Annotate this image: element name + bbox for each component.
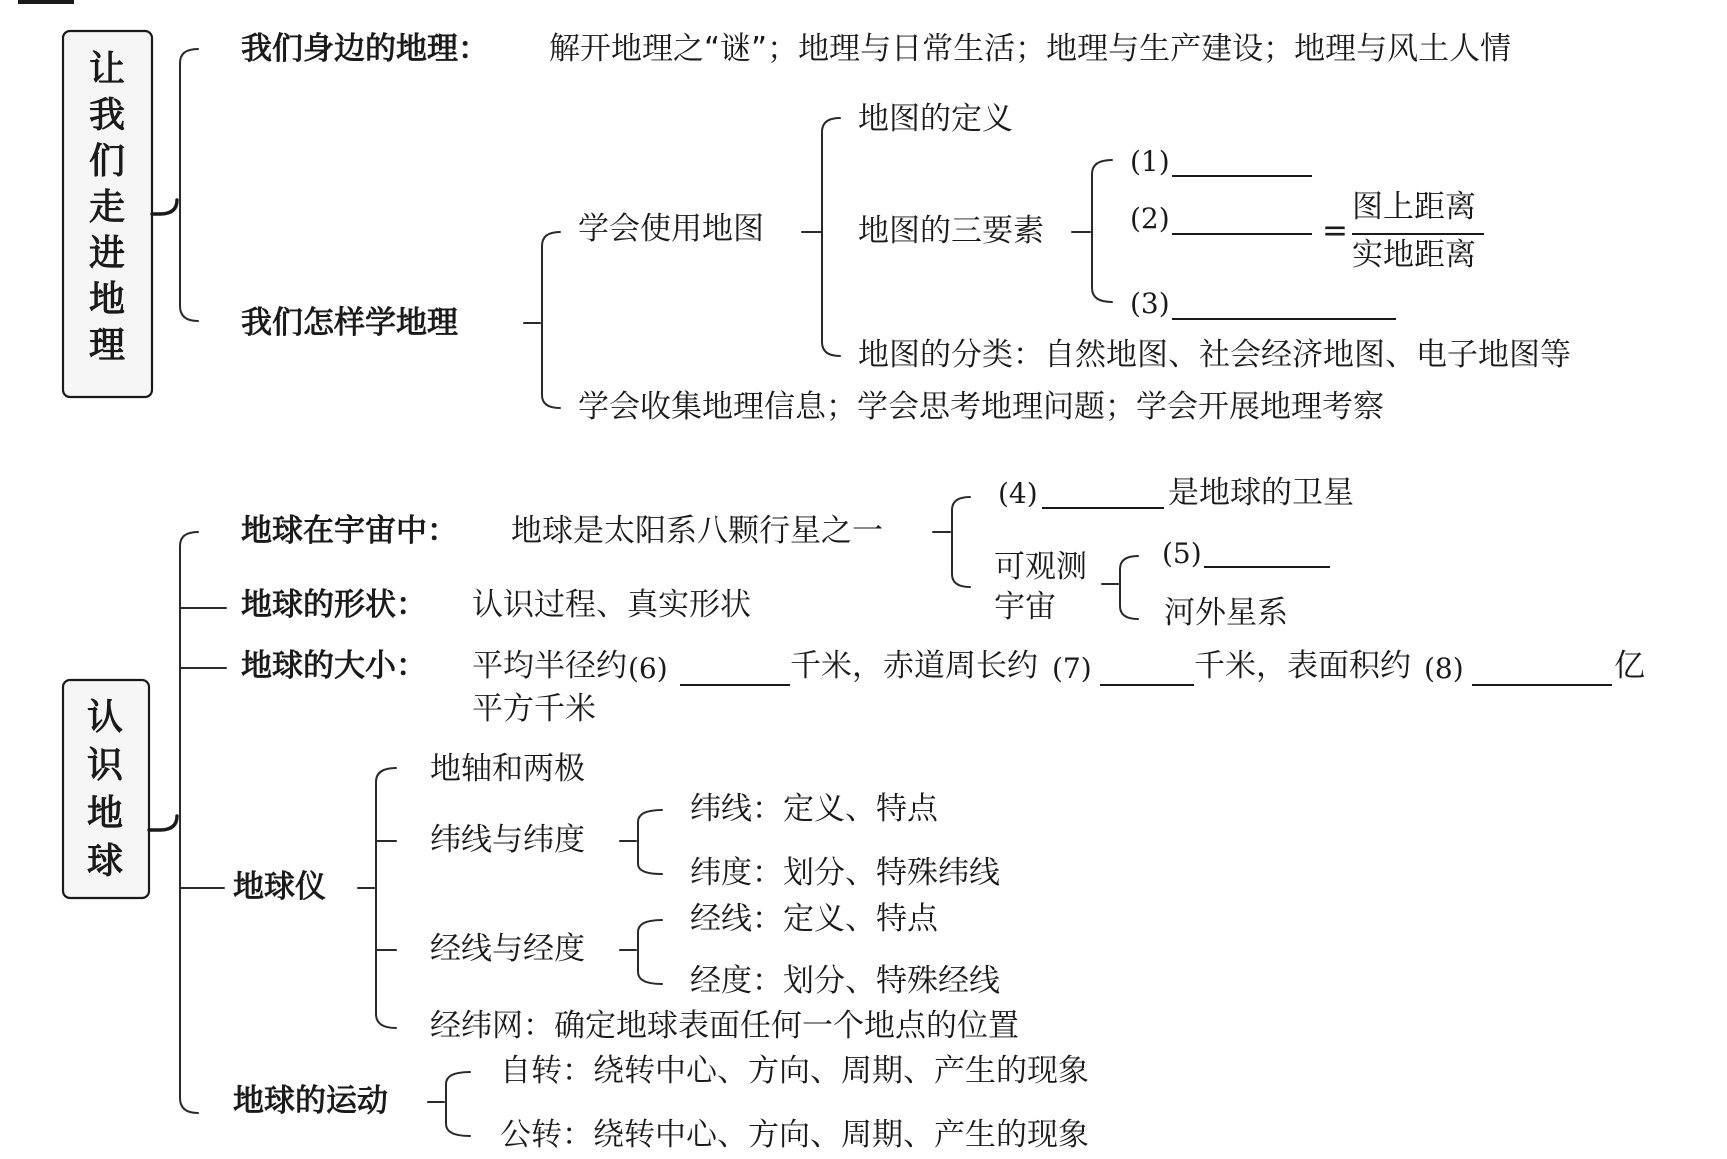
node-map-elements: 地图的三要素 — [858, 213, 1044, 249]
branch-everyday-geography-content: 解开地理之“谜”；地理与日常生活；地理与生产建设；地理与风土人情 — [549, 31, 1512, 67]
bracket-longitude — [638, 920, 662, 984]
node-moon: 是地球的卫星 — [1168, 475, 1354, 511]
bracket-stub-s2 — [149, 816, 177, 830]
equals-sign: = — [1322, 213, 1348, 249]
size-text-2: 千米，赤道周长约 — [790, 648, 1038, 684]
bracket-motion — [446, 1072, 470, 1136]
branch-universe-content: 地球是太阳系八颗行星之一 — [511, 513, 883, 549]
branch-shape-heading: 地球的形状： — [241, 587, 427, 623]
blank-label-5: (5) — [1162, 537, 1202, 570]
size-text-1: 平均半径约 — [472, 648, 627, 684]
node-grid: 经纬网：确定地球表面任何一个地点的位置 — [430, 1008, 1019, 1044]
bracket-universe — [952, 497, 970, 587]
bracket-s1 — [180, 49, 198, 321]
blank-label-6: (6) — [628, 652, 668, 685]
fraction-denominator: 实地距离 — [1352, 237, 1476, 273]
title-char: 们 — [88, 141, 125, 182]
blank-label-7: (7) — [1052, 652, 1092, 685]
node-latitude: 纬度：划分、特殊纬线 — [690, 855, 1000, 891]
blank-label-1: (1) — [1130, 145, 1170, 178]
node-longitude-line: 经线：定义、特点 — [690, 901, 938, 937]
title-char: 我 — [88, 95, 125, 136]
node-longitude: 经度：划分、特殊经线 — [690, 963, 1000, 999]
node-map-definition: 地图的定义 — [858, 101, 1013, 137]
branch-how-to-learn-heading: 我们怎样学地理 — [241, 305, 458, 341]
bracket-observable — [1120, 556, 1138, 619]
bracket-s2 — [180, 532, 198, 1113]
node-observable-line1: 可观测 — [994, 549, 1087, 585]
size-text-4: 亿 — [1614, 648, 1645, 684]
node-use-map: 学会使用地图 — [578, 211, 764, 247]
title-char: 识 — [86, 745, 123, 786]
title-char: 走 — [88, 187, 125, 228]
branch-shape-content: 认识过程、真实形状 — [472, 587, 751, 623]
node-revolution: 公转：绕转中心、方向、周期、产生的现象 — [500, 1117, 1089, 1153]
branch-everyday-geography-heading: 我们身边的地理： — [241, 31, 489, 67]
bracket-learn — [542, 232, 560, 408]
branch-motion-heading: 地球的运动 — [233, 1083, 388, 1119]
node-axis: 地轴和两极 — [430, 751, 585, 787]
title-char: 进 — [88, 233, 125, 274]
bracket-use-map — [822, 118, 840, 356]
bracket-elements — [1092, 160, 1112, 302]
branch-size-heading: 地球的大小： — [241, 648, 427, 684]
fraction-numerator: 图上距离 — [1352, 189, 1476, 225]
bracket-stub-s1 — [152, 200, 177, 214]
title-char: 地 — [86, 793, 123, 834]
blank-label-2: (2) — [1130, 202, 1170, 235]
size-text-3: 千米，表面积约 — [1194, 648, 1411, 684]
branch-universe-heading: 地球在宇宙中： — [241, 513, 458, 549]
blank-label-4: (4) — [998, 477, 1038, 510]
node-map-types: 地图的分类：自然地图、社会经济地图、电子地图等 — [858, 337, 1571, 373]
branch-globe-heading: 地球仪 — [233, 869, 326, 905]
title-char: 地 — [88, 279, 125, 320]
size-text-5: 平方千米 — [472, 691, 596, 727]
bracket-latitude — [638, 810, 662, 874]
blank-label-3: (3) — [1130, 287, 1170, 320]
node-other-skills: 学会收集地理信息；学会思考地理问题；学会开展地理考察 — [578, 389, 1384, 425]
title-char: 理 — [88, 325, 125, 366]
node-latitude-line: 纬线：定义、特点 — [690, 791, 938, 827]
blank-label-8: (8) — [1424, 652, 1464, 685]
node-extragalactic: 河外星系 — [1164, 595, 1288, 631]
title-char: 让 — [88, 49, 125, 90]
node-longitude-group: 经线与经度 — [430, 931, 585, 967]
node-observable-line2: 宇宙 — [994, 589, 1056, 625]
node-rotation: 自转：绕转中心、方向、周期、产生的现象 — [500, 1053, 1089, 1089]
node-latitude-group: 纬线与纬度 — [430, 822, 585, 858]
title-char: 球 — [86, 841, 123, 882]
bracket-globe — [376, 768, 396, 1028]
title-char: 认 — [86, 697, 123, 738]
